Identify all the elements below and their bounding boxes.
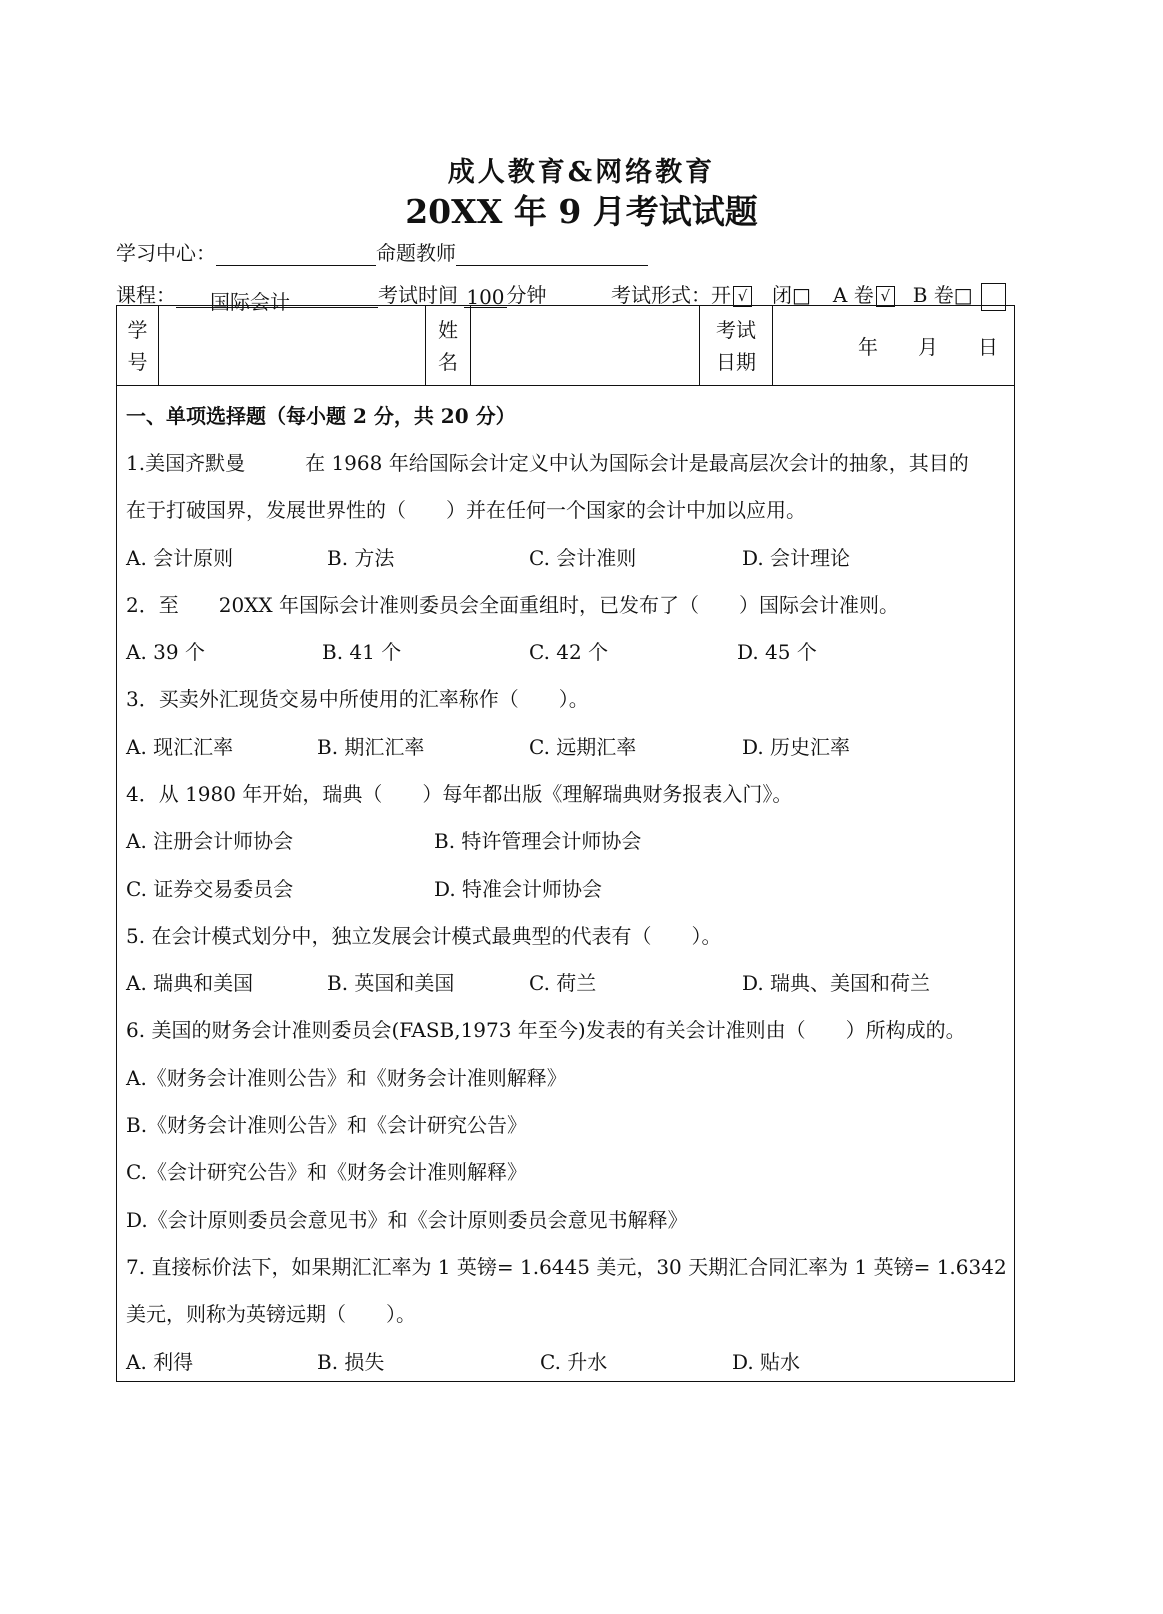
q1-option-a[interactable]: A. 会计原则 [126,546,234,570]
closed-checkbox[interactable]: □ [792,283,811,307]
q1-line2: 在于打破国界，发展世界性的（ ）并在任何一个国家的会计中加以应用。 [126,498,806,522]
q1-line1: 1.美国齐默曼 在 1968 年给国际会计定义中认为国际会计是最高层次会计的抽象，其目的 [126,451,969,475]
q2-option-c[interactable]: C. 42 个 [529,640,609,664]
date-label-2: 日期 [716,349,756,374]
closed-label: 闭 [772,283,792,307]
date-label-1: 考试 [716,317,756,342]
time-unit: 分钟 [506,283,547,307]
q4-option-a[interactable]: A. 注册会计师协会 [126,829,294,853]
course-line [116,279,547,314]
paper-b-label: B 卷 [912,283,954,307]
teacher-label: 命题教师 [376,241,456,265]
q4-option-c[interactable]: C. 证券交易委员会 [126,877,294,901]
time-value: 100 [466,285,505,309]
q2-line1: 2．至 20XX 年国际会计准则委员会全面重组时，已发布了（ ）国际会计准则。 [126,593,900,617]
q7-line2: 美元，则称为英镑远期（ ）。 [126,1302,416,1326]
q6-line1: 6. 美国的财务会计准则委员会(FASB,1973 年至今)发表的有关会计准则由（ ）所构成的。 [126,1018,966,1042]
q5-option-b[interactable]: B. 英国和美国 [327,971,455,995]
center-label: 学习中心： [116,241,216,265]
name-label-2: 名 [438,349,458,374]
paper-a-checkbox[interactable]: √ [876,286,895,307]
q3-option-b[interactable]: B. 期汇汇率 [317,735,425,759]
q2-option-b[interactable]: B. 41 个 [322,640,402,664]
form-label: 考试形式：开 [611,283,731,307]
student-id-field[interactable] [159,306,426,386]
q7-line1: 7. 直接标价法下，如果期汇汇率为 1 英镑= 1.6445 美元，30 天期汇合同汇率为 1 英镑= 1.6342 [126,1255,1007,1279]
exam-date-field[interactable] [773,306,1015,386]
course-value: 国际会计 [210,290,290,314]
q4-option-b[interactable]: B. 特许管理会计师协会 [434,829,642,853]
exam-date-value: 年 月 日 [858,335,998,359]
id-label-1: 学 [127,317,148,342]
q5-option-c[interactable]: C. 荷兰 [529,971,597,995]
course-label: 课程： [116,283,176,307]
paper-a-label: A 卷 [832,283,874,307]
id-label-2: 号 [127,349,148,374]
q3-option-d[interactable]: D. 历史汇率 [742,735,851,759]
q3-option-a[interactable]: A. 现汇汇率 [126,735,234,759]
q6-option-a[interactable]: A.《财务会计准则公告》和《财务会计准则解释》 [126,1066,567,1090]
q5-line1: 5. 在会计模式划分中，独立发展会计模式最典型的代表有（ ）。 [126,924,722,948]
student-info-table [116,305,1015,386]
q6-option-d[interactable]: D.《会计原则委员会意见书》和《会计原则委员会意见书解释》 [126,1208,688,1232]
q1-option-d[interactable]: D. 会计理论 [742,546,851,570]
paper-b-checkbox[interactable]: □ [953,283,973,307]
q5-option-a[interactable]: A. 瑞典和美国 [126,971,254,995]
student-name-field[interactable] [471,306,700,386]
q1-option-b[interactable]: B. 方法 [327,546,395,570]
org-title: 成人教育&网络教育 [447,157,716,188]
q2-option-d[interactable]: D. 45 个 [737,640,817,664]
q4-option-d[interactable]: D. 特准会计师协会 [434,877,603,901]
exam-title: 20XX 年 9 月考试试题 [405,192,758,231]
id-label-cell [117,306,159,386]
teacher-field[interactable] [456,243,648,266]
q7-option-c[interactable]: C. 升水 [540,1350,608,1374]
q3-option-c[interactable]: C. 远期汇率 [529,735,637,759]
time-label: 考试时间 [378,283,458,307]
q2-option-a[interactable]: A. 39 个 [126,640,205,664]
q7-option-a[interactable]: A. 利得 [126,1350,194,1374]
center-teacher-line [116,237,648,266]
q7-option-d[interactable]: D. 贴水 [732,1350,801,1374]
center-field[interactable] [216,243,376,266]
name-label-1: 姓 [438,317,458,342]
open-checkbox[interactable]: √ [733,286,752,307]
section-title: 一、单项选择题（每小题 2 分，共 20 分） [126,404,516,428]
date-label-cell [700,306,773,386]
q3-line1: 3．买卖外汇现货交易中所使用的汇率称作（ ）。 [126,687,589,711]
q5-option-d[interactable]: D. 瑞典、美国和荷兰 [742,971,931,995]
q1-option-c[interactable]: C. 会计准则 [529,546,637,570]
q6-option-c[interactable]: C.《会计研究公告》和《财务会计准则解释》 [126,1160,527,1184]
q4-line1: 4．从 1980 年开始，瑞典（ ）每年都出版《理解瑞典财务报表入门》。 [126,782,793,806]
q6-option-b[interactable]: B.《财务会计准则公告》和《会计研究公告》 [126,1113,528,1137]
name-label-cell [426,306,471,386]
q7-option-b[interactable]: B. 损失 [317,1350,385,1374]
